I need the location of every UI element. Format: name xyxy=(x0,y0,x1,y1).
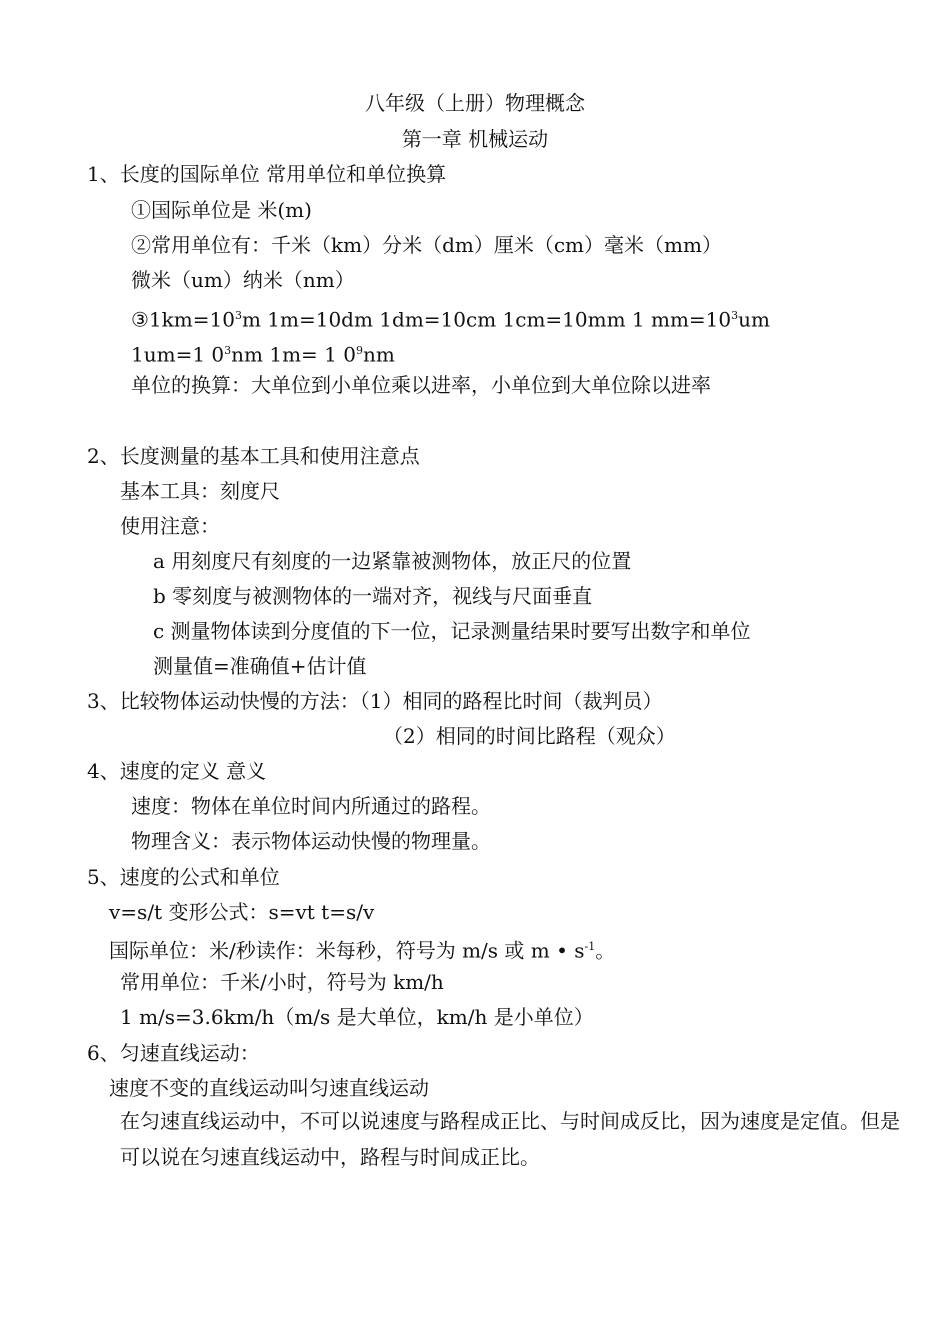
section-3-line-2: （2）相同的时间比路程（观众） xyxy=(383,724,676,748)
unit-text: 。 xyxy=(595,938,616,963)
chapter-title: 第一章 机械运动 xyxy=(401,127,549,151)
exponent: 3 xyxy=(731,309,739,322)
section-6-line-1: 速度不变的直线运动叫匀速直线运动 xyxy=(109,1076,429,1100)
conversion-text: um xyxy=(738,307,770,332)
conversion-text: nm 1m= 1 0 xyxy=(231,342,356,367)
section-5-conversion: 1 m/s=3.6km/h（m/s 是大单位，km/h 是小单位） xyxy=(120,1005,594,1029)
section-2-tool: 基本工具：刻度尺 xyxy=(120,479,280,503)
section-3-heading: 3、比较物体运动快慢的方法：（1）相同的路程比时间（裁判员） xyxy=(87,689,663,713)
document-title: 八年级（上册）物理概念 xyxy=(365,91,585,115)
conversion-text: m 1m=10dm 1dm=10cm 1cm=10mm 1 mm=10 xyxy=(241,307,732,332)
conversion-text: 1um=1 0 xyxy=(131,342,225,367)
section-4-line-2: 物理含义：表示物体运动快慢的物理量。 xyxy=(131,829,491,853)
section-2-item-c: c 测量物体读到分度值的下一位，记录测量结果时要写出数字和单位 xyxy=(153,619,751,643)
exponent: -1 xyxy=(584,940,596,953)
section-1-line-3: 微米（um）纳米（nm） xyxy=(131,268,355,292)
section-5-formula: v=s/t 变形公式：s=vt t=s/v xyxy=(109,900,375,924)
conversion-text: ③1km=10 xyxy=(131,307,235,332)
section-2-heading: 2、长度测量的基本工具和使用注意点 xyxy=(87,444,420,468)
section-4-line-1: 速度：物体在单位时间内所通过的路程。 xyxy=(131,794,491,818)
section-2-note: 使用注意： xyxy=(120,514,220,538)
section-6-heading: 6、匀速直线运动： xyxy=(87,1041,260,1065)
section-1-line-4 xyxy=(131,303,770,333)
exponent: 3 xyxy=(234,309,242,322)
unit-text: 国际单位：米/秒读作：米每秒，符号为 m/s 或 m • s xyxy=(109,938,585,963)
section-2-item-b: b 零刻度与被测物体的一端对齐，视线与尺面垂直 xyxy=(153,584,593,608)
section-6-line-2: 在匀速直线运动中，不可以说速度与路程成正比、与时间成反比，因为速度是定值。但是可以说在匀速直线运动中，路程与时间成正比。 xyxy=(120,1109,900,1169)
section-1-line-6: 单位的换算：大单位到小单位乘以进率，小单位到大单位除以进率 xyxy=(131,373,711,397)
section-5-common-unit: 常用单位：千米/小时，符号为 km/h xyxy=(120,970,444,994)
section-5-heading: 5、速度的公式和单位 xyxy=(87,865,280,889)
section-1-heading: 1、长度的国际单位 常用单位和单位换算 xyxy=(87,162,447,186)
exponent: 9 xyxy=(355,344,363,357)
section-4-heading: 4、速度的定义 意义 xyxy=(87,759,267,783)
section-1-line-5 xyxy=(131,338,395,368)
section-1-line-2: ②常用单位有：千米（km）分米（dm）厘米（cm）毫米（mm） xyxy=(131,233,722,257)
section-2-item-d: 测量值=准确值+估计值 xyxy=(153,654,367,678)
conversion-text: nm xyxy=(362,342,395,367)
section-2-item-a: a 用刻度尺有刻度的一边紧靠被测物体，放正尺的位置 xyxy=(153,549,632,573)
section-1-line-1: ①国际单位是 米(m) xyxy=(131,198,312,222)
exponent: 3 xyxy=(224,344,232,357)
section-5-si-unit xyxy=(109,934,615,964)
